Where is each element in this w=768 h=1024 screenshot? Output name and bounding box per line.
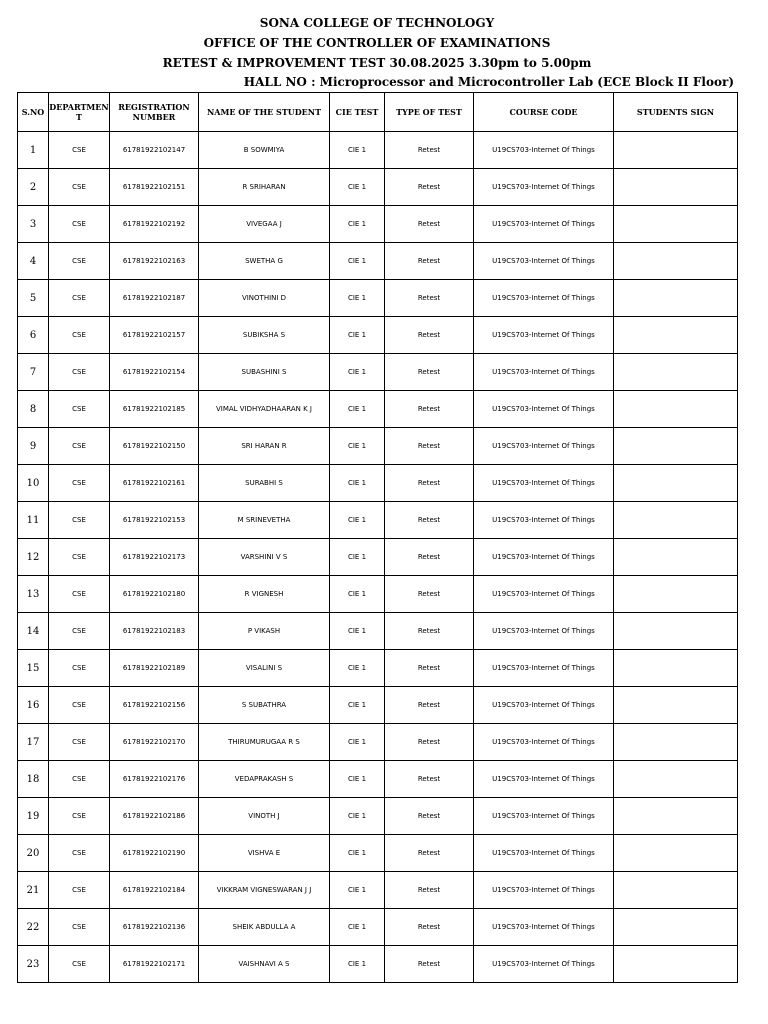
cell-cie-test: CIE 1 — [330, 687, 385, 724]
college-name: SONA COLLEGE OF TECHNOLOGY — [259, 16, 495, 30]
cell-registration-number: 61781922102161 — [110, 465, 199, 502]
cell-student-name: VINOTHINI D — [199, 280, 330, 317]
cell-sno: 20 — [18, 835, 49, 872]
cell-course-code: U19CS703-Internet Of Things — [474, 280, 614, 317]
cell-student-name: R SRIHARAN — [199, 169, 330, 206]
cell-type-of-test: Retest — [385, 465, 474, 502]
cell-student-sign — [614, 465, 738, 502]
table-row — [18, 909, 738, 946]
cell-student-sign — [614, 539, 738, 576]
table-row — [18, 687, 738, 724]
cell-sno: 5 — [18, 280, 49, 317]
cell-sno: 21 — [18, 872, 49, 909]
cell-student-name: SURABHI S — [199, 465, 330, 502]
cell-student-sign — [614, 761, 738, 798]
cell-department: CSE — [49, 317, 110, 354]
cell-student-sign — [614, 280, 738, 317]
cell-student-name: VINOTH J — [199, 798, 330, 835]
cell-cie-test: CIE 1 — [330, 243, 385, 280]
table-row — [18, 317, 738, 354]
cell-cie-test: CIE 1 — [330, 613, 385, 650]
cell-student-name: S SUBATHRA — [199, 687, 330, 724]
column-header-registration: REGISTRATION NUMBER — [110, 93, 199, 132]
cell-student-sign — [614, 354, 738, 391]
cell-cie-test: CIE 1 — [330, 724, 385, 761]
cell-registration-number: 61781922102153 — [110, 502, 199, 539]
cell-registration-number: 61781922102185 — [110, 391, 199, 428]
cell-student-sign — [614, 650, 738, 687]
cell-cie-test: CIE 1 — [330, 354, 385, 391]
cell-sno: 9 — [18, 428, 49, 465]
cell-sno: 16 — [18, 687, 49, 724]
cell-student-name: VEDAPRAKASH S — [199, 761, 330, 798]
table-row — [18, 465, 738, 502]
cell-type-of-test: Retest — [385, 317, 474, 354]
table-row — [18, 724, 738, 761]
cell-cie-test: CIE 1 — [330, 317, 385, 354]
cell-sno: 14 — [18, 613, 49, 650]
cell-registration-number: 61781922102136 — [110, 909, 199, 946]
cell-sno: 13 — [18, 576, 49, 613]
cell-course-code: U19CS703-Internet Of Things — [474, 428, 614, 465]
cell-type-of-test: Retest — [385, 280, 474, 317]
cell-cie-test: CIE 1 — [330, 761, 385, 798]
cell-cie-test: CIE 1 — [330, 502, 385, 539]
cell-course-code: U19CS703-Internet Of Things — [474, 687, 614, 724]
cell-sno: 22 — [18, 909, 49, 946]
cell-student-sign — [614, 317, 738, 354]
cell-department: CSE — [49, 576, 110, 613]
cell-cie-test: CIE 1 — [330, 872, 385, 909]
cell-type-of-test: Retest — [385, 539, 474, 576]
cell-student-sign — [614, 724, 738, 761]
cell-student-name: SWETHA G — [199, 243, 330, 280]
cell-department: CSE — [49, 650, 110, 687]
cell-registration-number: 61781922102189 — [110, 650, 199, 687]
cell-student-sign — [614, 946, 738, 983]
cell-course-code: U19CS703-Internet Of Things — [474, 539, 614, 576]
column-header-students-sign: STUDENTS SIGN — [614, 93, 738, 132]
cell-type-of-test: Retest — [385, 613, 474, 650]
cell-cie-test: CIE 1 — [330, 391, 385, 428]
hall-info: HALL NO : Microprocessor and Microcontroller Lab (ECE Block II Floor) — [243, 75, 734, 89]
cell-cie-test: CIE 1 — [330, 428, 385, 465]
cell-department: CSE — [49, 835, 110, 872]
cell-sno: 23 — [18, 946, 49, 983]
cell-sno: 7 — [18, 354, 49, 391]
cell-student-name: B SOWMIYA — [199, 132, 330, 169]
cell-course-code: U19CS703-Internet Of Things — [474, 502, 614, 539]
table-row — [18, 354, 738, 391]
cell-registration-number: 61781922102163 — [110, 243, 199, 280]
cell-student-name: VARSHINI V S — [199, 539, 330, 576]
cell-type-of-test: Retest — [385, 650, 474, 687]
cell-student-sign — [614, 687, 738, 724]
cell-course-code: U19CS703-Internet Of Things — [474, 391, 614, 428]
cell-department: CSE — [49, 132, 110, 169]
cell-student-name: SUBASHINI S — [199, 354, 330, 391]
cell-student-sign — [614, 243, 738, 280]
cell-course-code: U19CS703-Internet Of Things — [474, 465, 614, 502]
cell-registration-number: 61781922102180 — [110, 576, 199, 613]
cell-student-name: VAISHNAVI A S — [199, 946, 330, 983]
cell-type-of-test: Retest — [385, 687, 474, 724]
cell-registration-number: 61781922102173 — [110, 539, 199, 576]
cell-sno: 11 — [18, 502, 49, 539]
table-row — [18, 391, 738, 428]
cell-student-sign — [614, 872, 738, 909]
cell-type-of-test: Retest — [385, 169, 474, 206]
cell-type-of-test: Retest — [385, 243, 474, 280]
table-row — [18, 946, 738, 983]
cell-student-sign — [614, 428, 738, 465]
cell-course-code: U19CS703-Internet Of Things — [474, 872, 614, 909]
table-row — [18, 243, 738, 280]
cell-course-code: U19CS703-Internet Of Things — [474, 169, 614, 206]
cell-sno: 12 — [18, 539, 49, 576]
cell-department: CSE — [49, 206, 110, 243]
cell-type-of-test: Retest — [385, 354, 474, 391]
cell-course-code: U19CS703-Internet Of Things — [474, 243, 614, 280]
cell-course-code: U19CS703-Internet Of Things — [474, 576, 614, 613]
table-row — [18, 798, 738, 835]
cell-student-name: M SRINEVETHA — [199, 502, 330, 539]
cell-course-code: U19CS703-Internet Of Things — [474, 798, 614, 835]
cell-registration-number: 61781922102183 — [110, 613, 199, 650]
cell-sno: 6 — [18, 317, 49, 354]
cell-sno: 19 — [18, 798, 49, 835]
cell-registration-number: 61781922102176 — [110, 761, 199, 798]
cell-sno: 1 — [18, 132, 49, 169]
cell-sno: 17 — [18, 724, 49, 761]
cell-type-of-test: Retest — [385, 132, 474, 169]
cell-cie-test: CIE 1 — [330, 132, 385, 169]
cell-student-sign — [614, 798, 738, 835]
cell-course-code: U19CS703-Internet Of Things — [474, 613, 614, 650]
cell-student-name: R VIGNESH — [199, 576, 330, 613]
cell-department: CSE — [49, 243, 110, 280]
cell-student-name: SHEIK ABDULLA A — [199, 909, 330, 946]
cell-sno: 4 — [18, 243, 49, 280]
cell-student-name: THIRUMURUGAA R S — [199, 724, 330, 761]
cell-type-of-test: Retest — [385, 391, 474, 428]
cell-department: CSE — [49, 724, 110, 761]
cell-type-of-test: Retest — [385, 872, 474, 909]
cell-registration-number: 61781922102147 — [110, 132, 199, 169]
column-header-type-of-test: TYPE OF TEST — [385, 93, 474, 132]
cell-department: CSE — [49, 428, 110, 465]
cell-type-of-test: Retest — [385, 428, 474, 465]
column-header-course-code: COURSE CODE — [474, 93, 614, 132]
cell-student-name: VIKKRAM VIGNESWARAN J J — [199, 872, 330, 909]
cell-registration-number: 61781922102170 — [110, 724, 199, 761]
cell-cie-test: CIE 1 — [330, 539, 385, 576]
cell-department: CSE — [49, 465, 110, 502]
table-header-row — [18, 93, 738, 132]
cell-cie-test: CIE 1 — [330, 798, 385, 835]
cell-student-sign — [614, 613, 738, 650]
cell-department: CSE — [49, 946, 110, 983]
cell-registration-number: 61781922102157 — [110, 317, 199, 354]
cell-course-code: U19CS703-Internet Of Things — [474, 132, 614, 169]
table-row — [18, 835, 738, 872]
cell-type-of-test: Retest — [385, 798, 474, 835]
cell-sno: 10 — [18, 465, 49, 502]
cell-student-name: SRI HARAN R — [199, 428, 330, 465]
cell-course-code: U19CS703-Internet Of Things — [474, 206, 614, 243]
cell-registration-number: 61781922102184 — [110, 872, 199, 909]
table-row — [18, 613, 738, 650]
table-row — [18, 280, 738, 317]
cell-student-name: SUBIKSHA S — [199, 317, 330, 354]
cell-student-name: P VIKASH — [199, 613, 330, 650]
cell-registration-number: 61781922102192 — [110, 206, 199, 243]
cell-department: CSE — [49, 169, 110, 206]
cell-course-code: U19CS703-Internet Of Things — [474, 909, 614, 946]
table-row — [18, 132, 738, 169]
cell-type-of-test: Retest — [385, 206, 474, 243]
cell-registration-number: 61781922102151 — [110, 169, 199, 206]
cell-type-of-test: Retest — [385, 909, 474, 946]
cell-department: CSE — [49, 613, 110, 650]
cell-department: CSE — [49, 909, 110, 946]
cell-student-name: VISALINI S — [199, 650, 330, 687]
cell-type-of-test: Retest — [385, 502, 474, 539]
cell-course-code: U19CS703-Internet Of Things — [474, 946, 614, 983]
cell-student-name: VIMAL VIDHYADHAARAN K J — [199, 391, 330, 428]
cell-department: CSE — [49, 798, 110, 835]
cell-department: CSE — [49, 539, 110, 576]
cell-course-code: U19CS703-Internet Of Things — [474, 650, 614, 687]
column-header-name: NAME OF THE STUDENT — [199, 93, 330, 132]
cell-registration-number: 61781922102187 — [110, 280, 199, 317]
cell-course-code: U19CS703-Internet Of Things — [474, 724, 614, 761]
table-row — [18, 169, 738, 206]
cell-cie-test: CIE 1 — [330, 909, 385, 946]
cell-student-sign — [614, 909, 738, 946]
column-header-sno: S.NO — [18, 93, 49, 132]
cell-student-sign — [614, 502, 738, 539]
cell-department: CSE — [49, 354, 110, 391]
cell-sno: 2 — [18, 169, 49, 206]
cell-cie-test: CIE 1 — [330, 946, 385, 983]
cell-student-sign — [614, 169, 738, 206]
cell-cie-test: CIE 1 — [330, 206, 385, 243]
test-title: RETEST & IMPROVEMENT TEST 30.08.2025 3.30pm to 5.00pm — [162, 56, 592, 70]
cell-department: CSE — [49, 280, 110, 317]
cell-sno: 3 — [18, 206, 49, 243]
cell-type-of-test: Retest — [385, 946, 474, 983]
cell-sno: 18 — [18, 761, 49, 798]
cell-cie-test: CIE 1 — [330, 576, 385, 613]
table-row — [18, 428, 738, 465]
table-row — [18, 502, 738, 539]
cell-department: CSE — [49, 502, 110, 539]
cell-student-sign — [614, 206, 738, 243]
column-header-department: DEPARTMENT — [49, 93, 110, 132]
cell-registration-number: 61781922102190 — [110, 835, 199, 872]
cell-student-name: VISHVA E — [199, 835, 330, 872]
cell-student-name: VIVEGAA J — [199, 206, 330, 243]
cell-cie-test: CIE 1 — [330, 465, 385, 502]
cell-cie-test: CIE 1 — [330, 280, 385, 317]
cell-course-code: U19CS703-Internet Of Things — [474, 354, 614, 391]
cell-type-of-test: Retest — [385, 724, 474, 761]
cell-student-sign — [614, 132, 738, 169]
cell-course-code: U19CS703-Internet Of Things — [474, 761, 614, 798]
office-title: OFFICE OF THE CONTROLLER OF EXAMINATIONS — [203, 36, 551, 50]
table-row — [18, 872, 738, 909]
table-row — [18, 576, 738, 613]
cell-student-sign — [614, 391, 738, 428]
cell-type-of-test: Retest — [385, 761, 474, 798]
cell-registration-number: 61781922102186 — [110, 798, 199, 835]
cell-sno: 8 — [18, 391, 49, 428]
cell-type-of-test: Retest — [385, 835, 474, 872]
cell-cie-test: CIE 1 — [330, 650, 385, 687]
cell-course-code: U19CS703-Internet Of Things — [474, 835, 614, 872]
cell-sno: 15 — [18, 650, 49, 687]
table-row — [18, 761, 738, 798]
table-row — [18, 539, 738, 576]
cell-registration-number: 61781922102156 — [110, 687, 199, 724]
table-row — [18, 206, 738, 243]
attendance-table — [17, 92, 738, 983]
cell-type-of-test: Retest — [385, 576, 474, 613]
cell-student-sign — [614, 576, 738, 613]
cell-cie-test: CIE 1 — [330, 835, 385, 872]
table-row — [18, 650, 738, 687]
column-header-cie-test: CIE TEST — [330, 93, 385, 132]
cell-student-sign — [614, 835, 738, 872]
cell-department: CSE — [49, 687, 110, 724]
cell-department: CSE — [49, 391, 110, 428]
cell-department: CSE — [49, 761, 110, 798]
cell-department: CSE — [49, 872, 110, 909]
cell-cie-test: CIE 1 — [330, 169, 385, 206]
cell-course-code: U19CS703-Internet Of Things — [474, 317, 614, 354]
cell-registration-number: 61781922102171 — [110, 946, 199, 983]
cell-registration-number: 61781922102154 — [110, 354, 199, 391]
cell-registration-number: 61781922102150 — [110, 428, 199, 465]
